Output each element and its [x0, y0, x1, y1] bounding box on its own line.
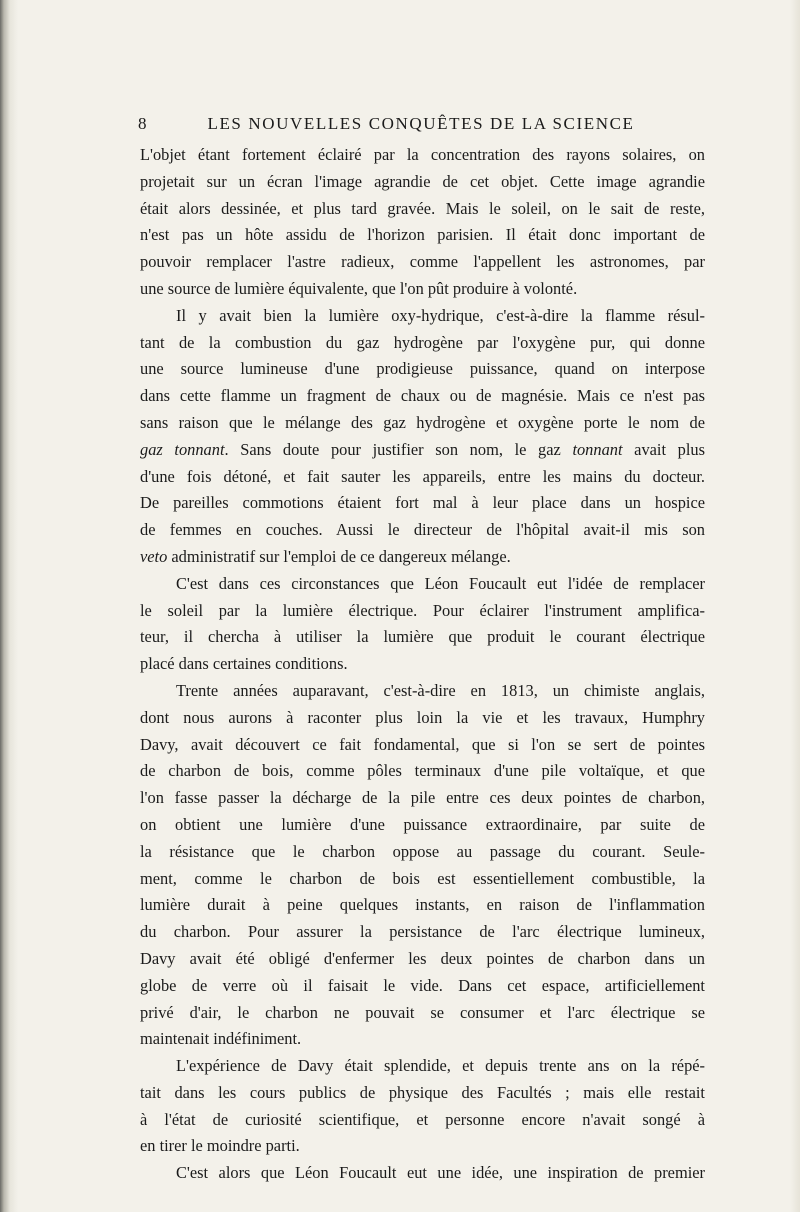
text-line: la résistance que le charbon oppose au passage du courant. Seule-	[140, 841, 705, 861]
text-line: teur, il chercha à utiliser la lumière que produit le courant électrique	[140, 627, 705, 647]
text-line: de charbon de bois, comme pôles terminaux d'une pile voltaïque, et que	[140, 761, 705, 781]
text-line: une source de lumière équivalente, que l'on pût produire à volonté.	[140, 278, 578, 298]
text-segment: avait plus	[622, 439, 705, 459]
text-line: Trente années auparavant, c'est-à-dire en 1813, un chimiste anglais,	[176, 680, 705, 700]
text-line: Il y avait bien la lumière oxy-hydrique, c'est-à-dire la flamme résul-	[176, 305, 705, 325]
italic-term: gaz tonnant	[140, 439, 225, 459]
text-line	[140, 437, 705, 464]
text-line: tant de la combustion du gaz hydrogène par l'oxygène pur, qui donne	[140, 332, 705, 352]
text-line: ment, comme le charbon de bois est essentiellement combustible, la	[140, 868, 705, 888]
text-line: dans cette flamme un fragment de chaux ou de magnésie. Mais ce n'est pas	[140, 386, 705, 406]
text-line: Davy avait été obligé d'enfermer les deux pointes de charbon dans un	[140, 948, 705, 968]
text-line	[140, 544, 705, 571]
text-line: était alors dessinée, et plus tard gravée. Mais le soleil, on le sait de reste,	[140, 198, 705, 218]
text-line: en tirer le moindre parti.	[140, 1136, 300, 1156]
italic-term: veto	[140, 546, 168, 566]
text-line: placé dans certaines conditions.	[140, 654, 348, 674]
text-line: C'est alors que Léon Foucault eut une idée, une inspiration de premier	[176, 1163, 705, 1183]
text-line: pouvoir remplacer l'astre radieux, comme l'appellent les astronomes, par	[140, 252, 705, 272]
text-line: du charbon. Pour assurer la persistance de l'arc électrique lumineux,	[140, 922, 705, 942]
text-line: une source lumineuse d'une prodigieuse puissance, quand on interpose	[140, 359, 705, 379]
text-line: de femmes en couches. Aussi le directeur de l'hôpital avait-il mis son	[140, 520, 705, 540]
body-text	[140, 142, 705, 1187]
text-segment: administratif sur l'emploi de ce dangereux mélange.	[167, 546, 511, 566]
text-line: projetait sur un écran l'image agrandie de cet objet. Cette image agrandie	[140, 171, 705, 191]
text-line: C'est dans ces circonstances que Léon Foucault eut l'idée de remplacer	[176, 573, 705, 593]
text-line: sans raison que le mélange des gaz hydrogène et oxygène porte le nom de	[140, 412, 705, 432]
text-line: privé d'air, le charbon ne pouvait se consumer et l'arc électrique se	[140, 1002, 705, 1022]
text-line: on obtient une lumière d'une puissance extraordinaire, par suite de	[140, 814, 705, 834]
running-title: LES NOUVELLES CONQUÊTES DE LA SCIENCE	[207, 114, 635, 133]
text-line: dont nous aurons à raconter plus loin la vie et les travaux, Humphry	[140, 707, 705, 727]
text-line: à l'état de curiosité scientifique, et personne encore n'avait songé à	[140, 1109, 705, 1129]
text-line: L'expérience de Davy était splendide, et depuis trente ans on la répé-	[176, 1056, 705, 1076]
running-header	[138, 114, 704, 134]
text-line: l'on fasse passer la décharge de la pile entre ces deux pointes de charbon,	[140, 788, 705, 808]
text-line: Davy, avait découvert ce fait fondamental, que si l'on se sert de pointes	[140, 734, 705, 754]
text-line: tait dans les cours publics de physique des Facultés ; mais elle restait	[140, 1082, 705, 1102]
text-segment: . Sans doute pour justifier son nom, le gaz	[224, 439, 573, 459]
text-line: n'est pas un hôte assidu de l'horizon parisien. Il était donc important de	[140, 225, 705, 245]
text-line: maintenait indéfiniment.	[140, 1029, 302, 1049]
text-line: d'une fois détoné, et fait sauter les appareils, entre les mains du docteur.	[140, 466, 705, 486]
page-number: 8	[138, 114, 147, 133]
text-line: lumière durait à peine quelques instants, en raison de l'inflammation	[140, 895, 705, 915]
text-line: le soleil par la lumière électrique. Pour éclairer l'instrument amplifica-	[140, 600, 705, 620]
text-line: De pareilles commotions étaient fort mal à leur place dans un hospice	[140, 493, 705, 513]
text-line: globe de verre où il faisait le vide. Dans cet espace, artificiellement	[140, 975, 705, 995]
italic-term: tonnant	[572, 439, 623, 459]
text-line: L'objet étant fortement éclairé par la concentration des rayons solaires, on	[140, 145, 705, 164]
